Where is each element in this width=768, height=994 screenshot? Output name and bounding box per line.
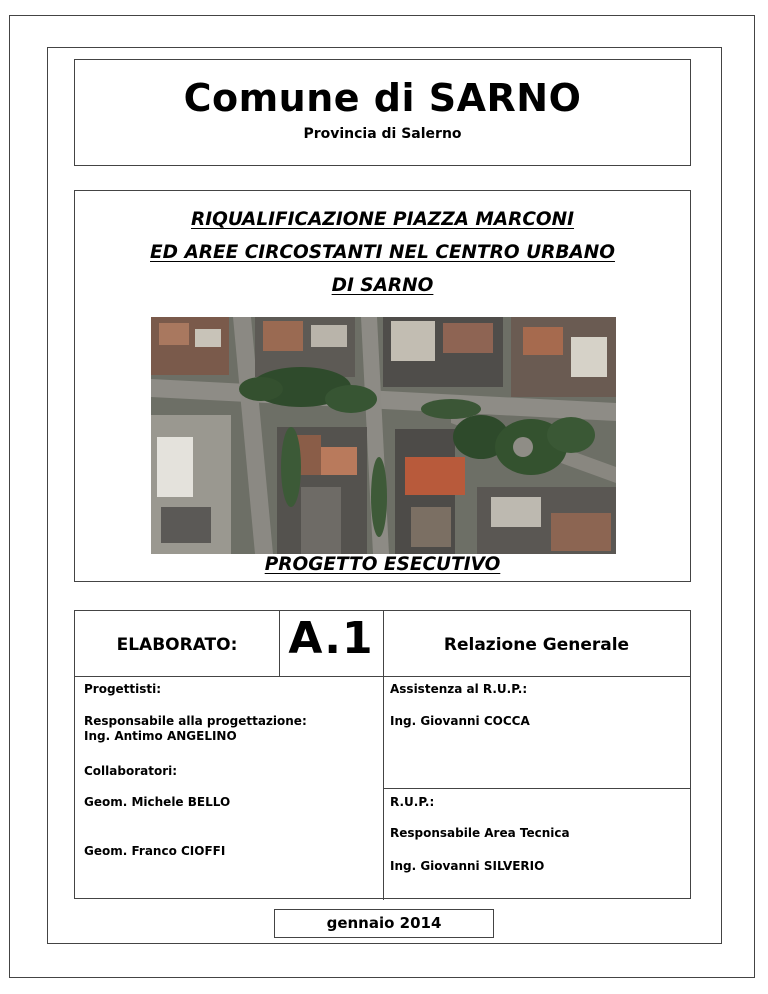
- divider: [383, 788, 690, 789]
- divider: [75, 676, 690, 677]
- document-title: Relazione Generale: [443, 635, 630, 655]
- municipality-header: [74, 59, 691, 166]
- document-date: gennaio 2014: [274, 909, 494, 938]
- municipality-title: Comune di SARNO: [183, 76, 582, 120]
- designers-label: Progettisti:: [84, 682, 162, 696]
- document-info-table: [74, 610, 691, 899]
- province-subtitle: Provincia di Salerno: [303, 126, 462, 142]
- project-title-line-2: ED AREE CIRCOSTANTI NEL CENTRO URBANO: [150, 242, 615, 263]
- lead-designer-role: Responsabile alla progettazione:: [84, 714, 307, 728]
- rup-support-label: Assistenza al R.U.P.:: [390, 682, 528, 696]
- project-section: [74, 190, 691, 582]
- project-title-line-1: RIQUALIFICAZIONE PIAZZA MARCONI: [190, 209, 575, 230]
- collaborators-label: Collaboratori:: [84, 764, 178, 778]
- project-phase: PROGETTO ESECUTIVO: [264, 554, 501, 575]
- rup-role: Responsabile Area Tecnica: [390, 826, 570, 840]
- document-label: ELABORATO:: [116, 635, 238, 655]
- project-title-line-3: DI SARNO: [331, 275, 434, 296]
- collaborator-1: Geom. Michele BELLO: [84, 795, 231, 809]
- rup-label: R.U.P.:: [390, 795, 435, 809]
- rup-name: Ing. Giovanni SILVERIO: [390, 859, 545, 873]
- collaborator-2: Geom. Franco CIOFFI: [84, 844, 226, 858]
- rup-support-name: Ing. Giovanni COCCA: [390, 714, 530, 728]
- lead-designer-name: Ing. Antimo ANGELINO: [84, 729, 237, 743]
- aerial-photo: [151, 317, 616, 554]
- document-code: A.1: [288, 613, 374, 664]
